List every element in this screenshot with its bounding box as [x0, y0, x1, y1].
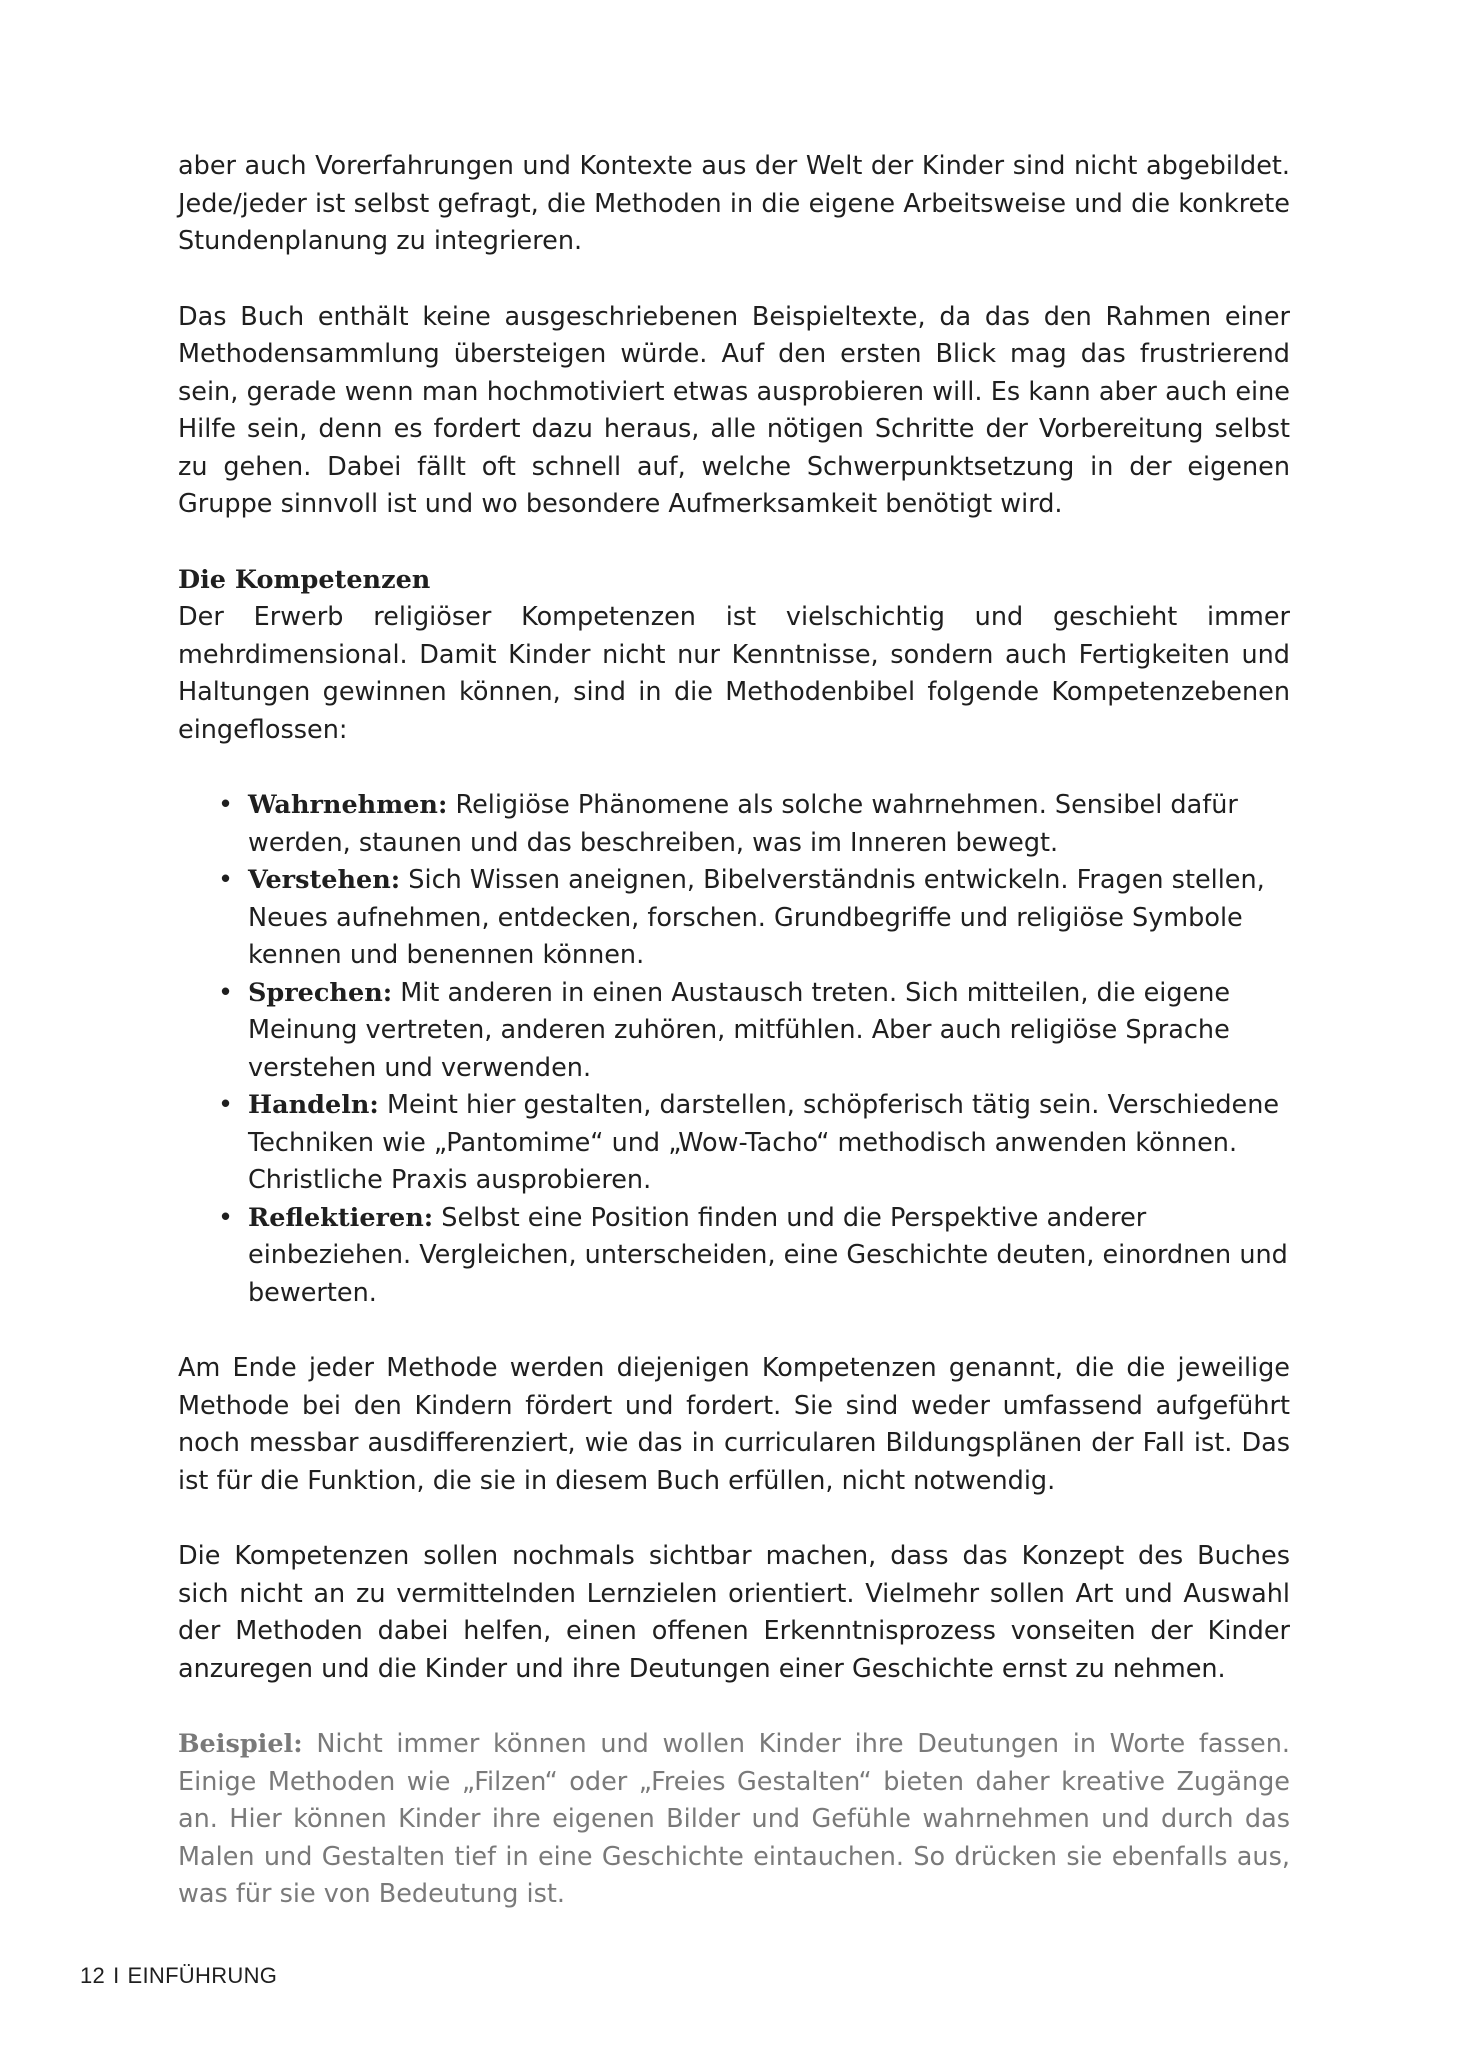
competence-list: [178, 787, 1290, 1312]
list-item-term: Verstehen:: [248, 865, 401, 895]
list-item: [218, 787, 1290, 862]
bullet-icon: •: [218, 977, 234, 1008]
section-heading: Die Kompetenzen: [178, 564, 431, 595]
bullet-icon: •: [218, 1090, 234, 1120]
bullet-icon: •: [218, 1202, 234, 1233]
paragraph-intro-2: Das Buch enthält keine ausgeschriebenen Beispieltexte, da das den Rahmen einer Methodensammlung übersteigen würde. Auf den ersten Blick mag das frustrierend sein, gerade wenn man hochmotiviert etwas ausprobieren will. Es kann aber auch eine Hilfe sein, denn es fordert dazu heraus, alle nötigen Schritte der Vorbereitung selbst zu gehen. Dabei fällt oft schnell auf, welche Schwerpunktsetzung in der eigenen Gruppe sinnvoll ist und wo besondere Aufmerksamkeit benötigt wird.: [178, 301, 1290, 519]
list-item: [218, 862, 1290, 975]
paragraph-outro-2: Die Kompetenzen sollen nochmals sichtbar machen, dass das Konzept des Buches sich nicht an zu vermittelnden Lernzielen orientiert. Vielmehr sollen Art und Auswahl der Methoden dabei helfen, einen offenen Erkenntnisprozess vonseiten der Kinder anzuregen und die Kinder und ihre Deutungen einer Geschichte ernst zu nehmen.: [178, 1541, 1290, 1684]
bullet-icon: •: [218, 790, 234, 820]
paragraph-outro-1: Am Ende jeder Methode werden diejenigen Kompetenzen genannt, die die jeweilige Methode bei den Kindern fördert und fordert. Sie sind weder umfassend aufgeführt noch messbar ausdifferenziert, wie das in curricularen Bildungsplänen der Fall ist. Das ist für die Funktion, die sie in diesem Buch erfüllen, nicht notwendig.: [178, 1353, 1290, 1496]
paragraph-intro-1: aber auch Vorerfahrungen und Kontexte aus der Welt der Kinder sind nicht abgebildet. Jede/jeder ist selbst gefragt, die Methoden in die eigene Arbeitsweise und die konkrete Stundenplanung zu integrieren.: [178, 151, 1290, 256]
page-number: 12: [80, 1963, 106, 1988]
footer-section-title: EINFÜHRUNG: [127, 1963, 278, 1988]
list-item: [218, 1087, 1290, 1200]
list-item: [218, 1200, 1290, 1313]
page-body: [178, 148, 1290, 1914]
list-item-term: Sprechen:: [248, 977, 393, 1008]
list-item-text: Selbst eine Position finden und die Perspektive anderer einbeziehen. Vergleichen, unterscheiden, eine Geschichte deuten, einordnen und bewerten.: [248, 1202, 1288, 1308]
list-item-text: Mit anderen in einen Austausch treten. Sich mitteilen, die eigene Meinung vertreten, anderen zuhören, mitfühlen. Aber auch religiöse Sprache verstehen und verwenden.: [248, 977, 1231, 1083]
footer-separator: I: [113, 1963, 120, 1988]
list-item-term: Reflektieren:: [248, 1202, 434, 1233]
list-item-term: Wahrnehmen:: [248, 790, 448, 820]
list-item-text: Meint hier gestalten, darstellen, schöpferisch tätig sein. Verschiedene Techniken wie „Pantomime“ und „Wow-Tacho“ methodisch anwenden können. Christliche Praxis ausprobieren.: [248, 1090, 1280, 1195]
list-item-term: Handeln:: [248, 1090, 379, 1120]
list-item: [218, 975, 1290, 1088]
example-box: [178, 1726, 1290, 1914]
example-label: Beispiel:: [178, 1729, 303, 1759]
list-item-text: Sich Wissen aneignen, Bibelverständnis entwickeln. Fragen stellen, Neues aufnehmen, entdecken, forschen. Grundbegriffe und religiöse Symbole kennen und benennen können.: [248, 865, 1265, 970]
section-intro: Der Erwerb religiöser Kompetenzen ist vielschichtig und geschieht immer mehrdimensional. Damit Kinder nicht nur Kenntnisse, sondern auch Fertigkeiten und Haltungen gewinnen können, sind in die Methodenbibel folgende Kompetenzebenen eingeflossen:: [178, 602, 1290, 745]
list-item-text: Religiöse Phänomene als solche wahrnehmen. Sensibel dafür werden, staunen und das beschreiben, was im Inneren bewegt.: [248, 790, 1238, 858]
bullet-icon: •: [218, 865, 234, 895]
example-text: Nicht immer können und wollen Kinder ihre Deutungen in Worte fassen. Einige Methoden wie „Filzen“ oder „Freies Gestalten“ bieten daher kreative Zugänge an. Hier können Kinder ihre eigenen Bilder und Gefühle wahrnehmen und durch das Malen und Gestalten tief in eine Geschichte eintauchen. So drücken sie ebenfalls aus, was für sie von Bedeutung ist.: [178, 1729, 1290, 1909]
page-footer: [80, 1963, 277, 1989]
